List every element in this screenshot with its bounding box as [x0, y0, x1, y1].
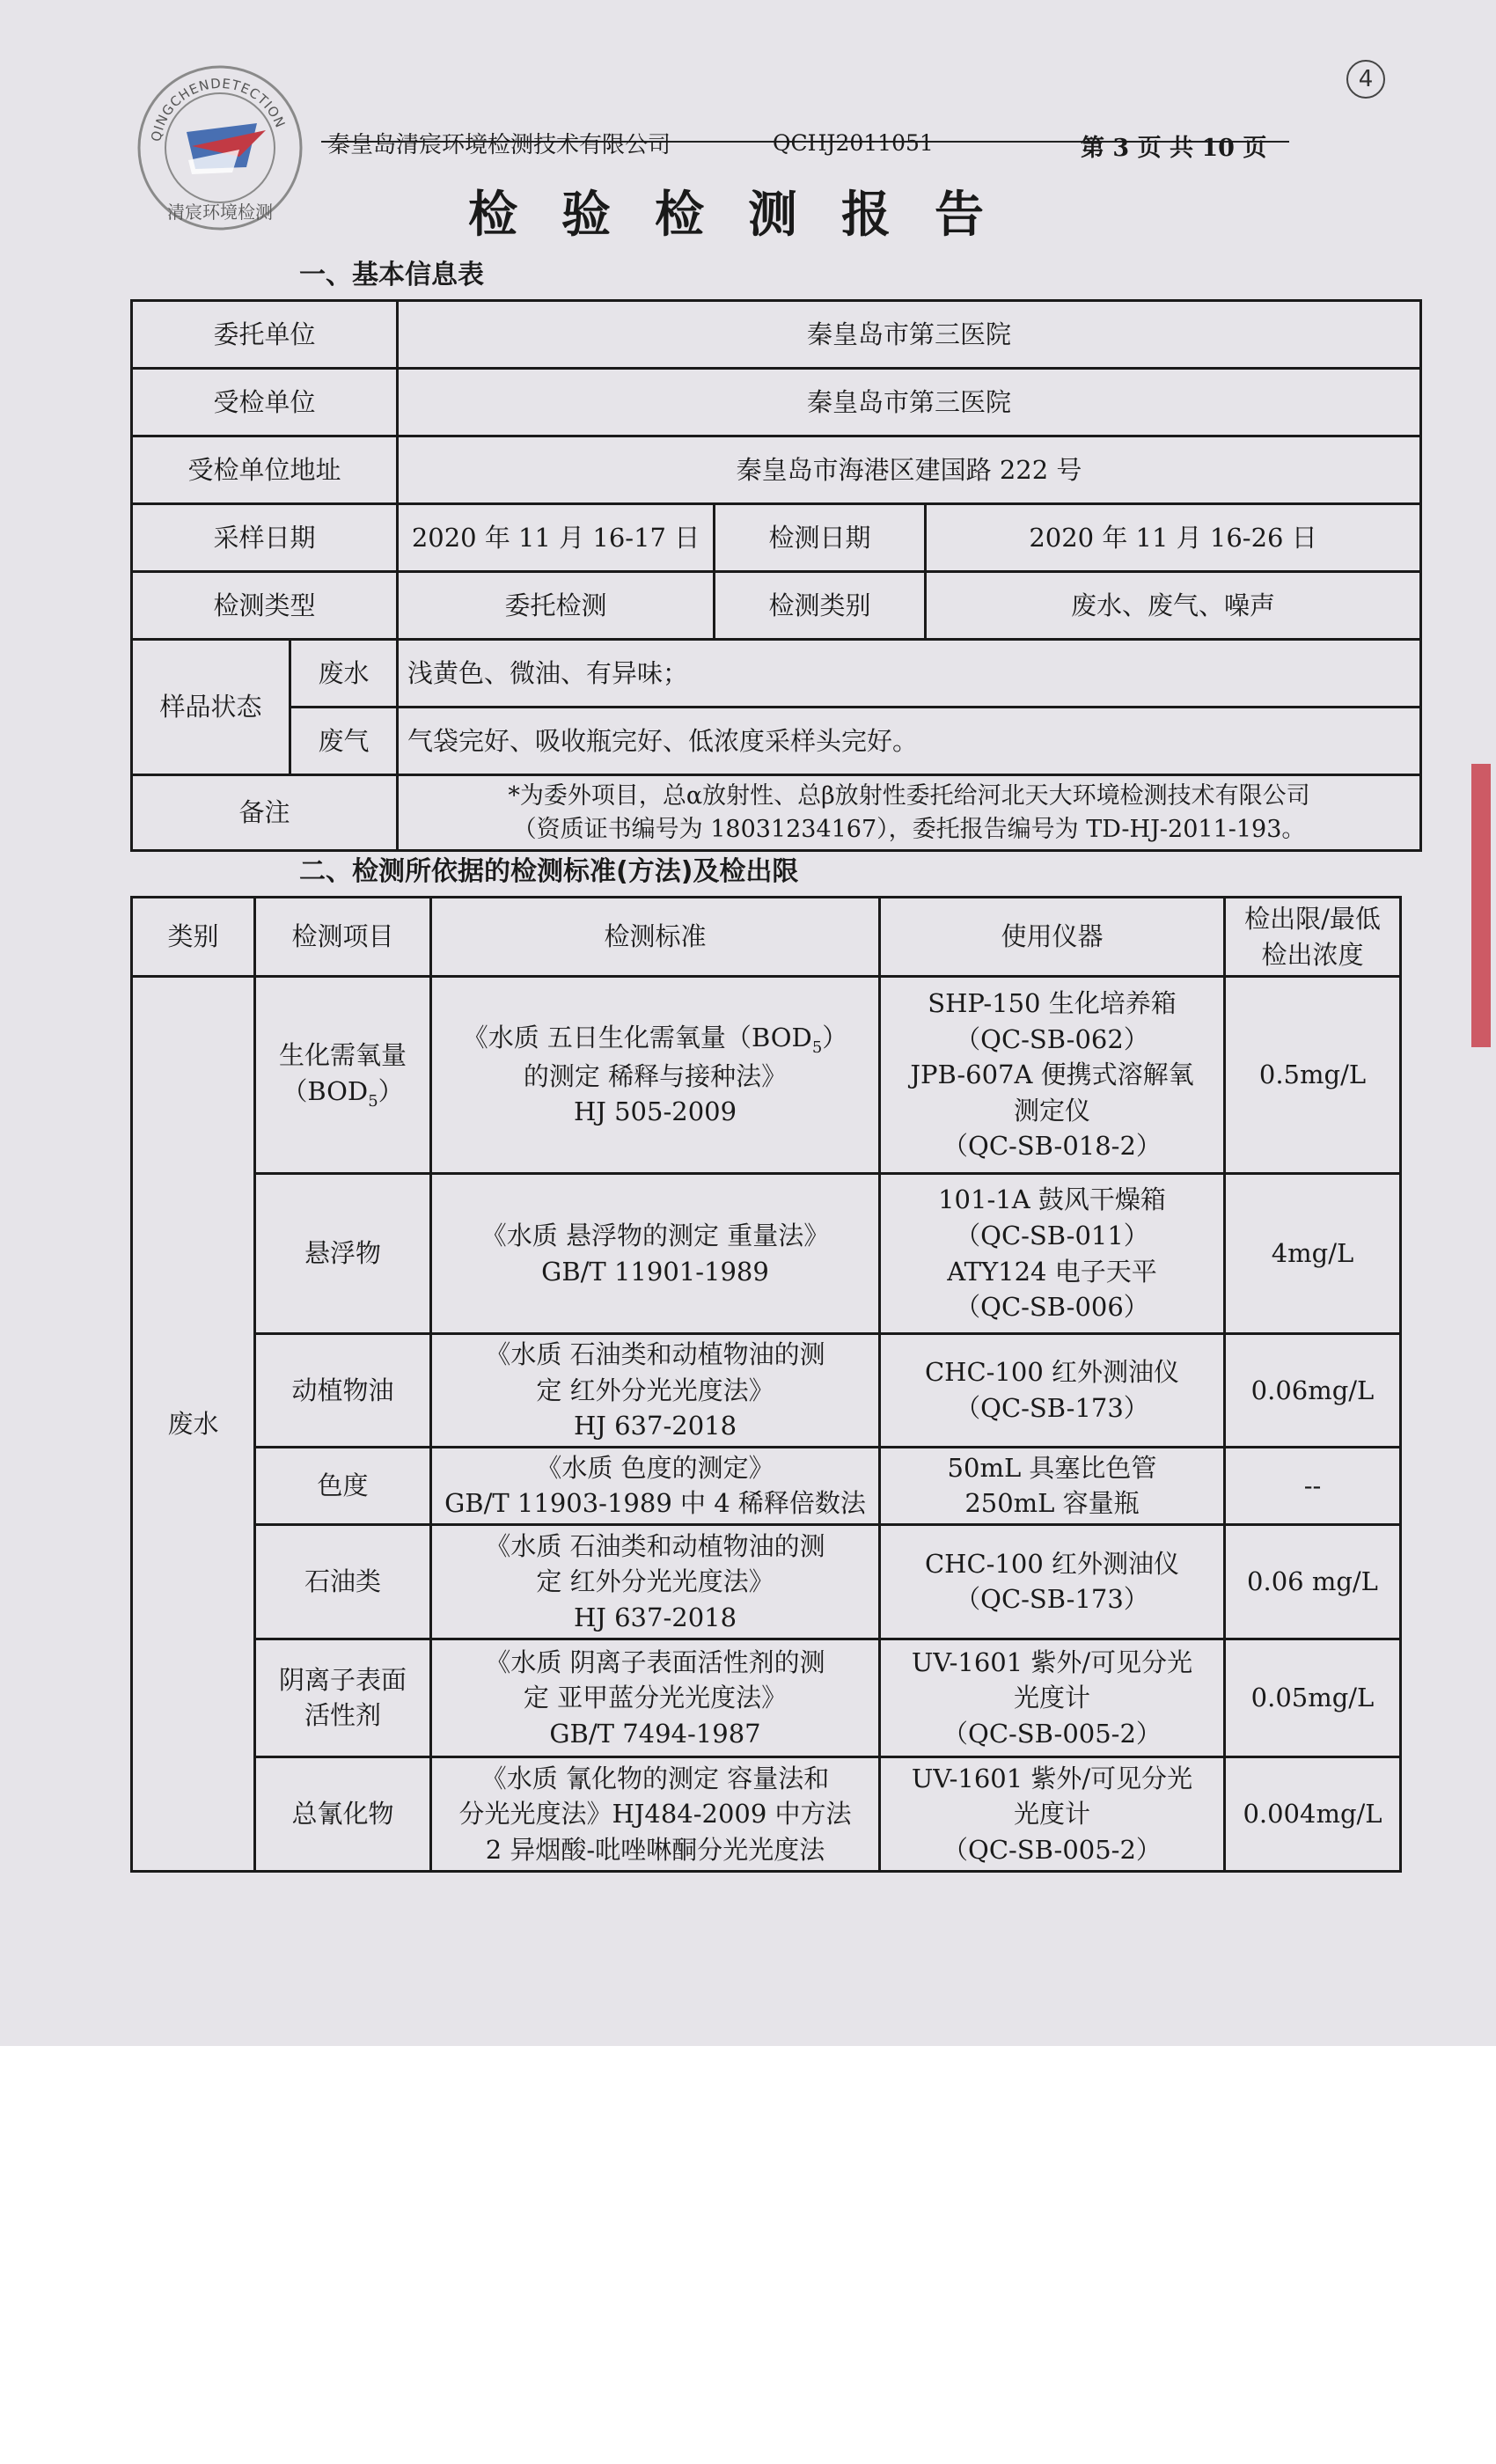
test-category-value: 废水、废气、噪声 — [926, 572, 1421, 640]
standard-line: HJ 505-2009 — [573, 1096, 737, 1127]
table-row — [132, 436, 1421, 504]
remarks-line: （资质证书编号为 18031234167），委托报告编号为 TD-HJ-2011-193。 — [512, 815, 1306, 843]
test-category-label: 检测类别 — [715, 572, 926, 640]
remarks-value — [398, 775, 1421, 851]
table-row — [132, 369, 1421, 436]
item-subscript: 5 — [368, 1091, 378, 1111]
standard-line: HJ 637-2018 — [573, 1602, 737, 1632]
report-code: QCHJ2011051 — [773, 130, 934, 156]
wastegas-state: 气袋完好、吸收瓶完好、低浓度采样头完好。 — [398, 708, 1421, 775]
instrument-line: JPB-607A 便携式溶解氧 — [910, 1060, 1194, 1090]
col-limit — [1225, 898, 1401, 977]
standard-line: 《水质 阴离子表面活性剂的测 — [485, 1646, 825, 1677]
col-category: 类别 — [132, 898, 255, 977]
handwritten-page-mark: 4 — [1346, 60, 1385, 99]
table-row — [132, 640, 1421, 708]
svg-text:清宸环境检测: 清宸环境检测 — [167, 202, 273, 223]
edge-seal-stamp — [1471, 764, 1491, 1047]
table-row — [132, 775, 1421, 851]
test-date-value: 2020 年 11 月 16-26 日 — [926, 504, 1421, 572]
standard-text: 《水质 五日生化需氧量（BOD — [462, 1022, 812, 1052]
standard-line: 《水质 石油类和动植物油的测 — [485, 1339, 825, 1369]
item-cell: 石油类 — [255, 1524, 431, 1639]
item-line — [260, 1074, 426, 1112]
category-cell: 废水 — [132, 977, 255, 1872]
item-cell: 动植物油 — [255, 1334, 431, 1448]
standard-line: 《水质 氰化物的测定 容量法和 — [480, 1763, 830, 1793]
standard-line: 《水质 色度的测定》 — [536, 1452, 774, 1483]
instrument-line: 光度计 — [1013, 1799, 1090, 1830]
instrument-line: 101-1A 鼓风干燥箱 — [938, 1184, 1166, 1215]
table-row — [132, 1447, 1401, 1524]
limit-cell: 0.06mg/L — [1225, 1334, 1401, 1448]
standard-line: GB/T 11903-1989 中 4 稀释倍数法 — [444, 1488, 866, 1519]
item-cell — [255, 1639, 431, 1756]
sample-state-label: 样品状态 — [132, 640, 290, 775]
instrument-line: （QC-SB-006） — [955, 1292, 1149, 1323]
report-title: 检验检测报告 — [468, 186, 1028, 244]
standard-cell — [431, 977, 880, 1174]
test-type-label: 检测类型 — [132, 572, 398, 640]
instrument-cell — [880, 1334, 1225, 1448]
instrument-cell — [880, 1639, 1225, 1756]
instrument-cell — [880, 1447, 1225, 1524]
wastegas-label: 废气 — [290, 708, 398, 775]
remarks-label: 备注 — [132, 775, 398, 851]
limit-cell: 0.5mg/L — [1225, 977, 1401, 1174]
instrument-cell — [880, 1524, 1225, 1639]
instrument-line: 光度计 — [1013, 1683, 1090, 1713]
sampling-date-label: 采样日期 — [132, 504, 398, 572]
col-instrument: 使用仪器 — [880, 898, 1225, 977]
instrument-line: （QC-SB-018-2） — [942, 1131, 1162, 1162]
item-text: ） — [378, 1075, 404, 1106]
client-label: 委托单位 — [132, 301, 398, 369]
standard-subscript: 5 — [811, 1038, 823, 1057]
standard-line — [436, 1020, 875, 1059]
instrument-cell — [880, 1174, 1225, 1334]
table-row — [132, 572, 1421, 640]
company-name: 秦皇岛清宸环境检测技术有限公司 — [327, 132, 671, 158]
standard-line: 《水质 石油类和动植物油的测 — [485, 1530, 825, 1561]
standard-line: GB/T 11901-1989 — [541, 1256, 769, 1287]
instrument-line: 测定仪 — [1013, 1095, 1090, 1126]
item-line: 阴离子表面 — [278, 1664, 407, 1695]
standards-table — [130, 896, 1402, 1873]
test-type-value: 委托检测 — [398, 572, 715, 640]
standard-line: 的测定 稀释与接种法》 — [523, 1060, 788, 1091]
standard-line: GB/T 7494-1987 — [549, 1718, 761, 1749]
test-date-label: 检测日期 — [715, 504, 926, 572]
standard-cell — [431, 1524, 880, 1639]
standard-cell — [431, 1639, 880, 1756]
table-row — [132, 1524, 1401, 1639]
col-standard: 检测标准 — [431, 898, 880, 977]
instrument-line: （QC-SB-173） — [955, 1584, 1149, 1615]
item-cell — [255, 977, 431, 1174]
standard-text: ） — [822, 1022, 848, 1052]
instrument-line: UV-1601 紫外/可见分光 — [911, 1763, 1193, 1793]
instrument-cell — [880, 977, 1225, 1174]
standard-cell — [431, 1756, 880, 1871]
col-item: 检测项目 — [255, 898, 431, 977]
instrument-line: UV-1601 紫外/可见分光 — [911, 1646, 1193, 1677]
address-label: 受检单位地址 — [132, 436, 398, 504]
instrument-line: CHC-100 红外测油仪 — [924, 1357, 1180, 1388]
wastewater-state: 浅黄色、微油、有异味； — [398, 640, 1421, 708]
instrument-line: 250mL 容量瓶 — [964, 1488, 1140, 1519]
standard-cell — [431, 1334, 880, 1448]
wastewater-label: 废水 — [290, 640, 398, 708]
instrument-line: 50mL 具塞比色管 — [947, 1452, 1157, 1483]
limit-cell: 0.05mg/L — [1225, 1639, 1401, 1756]
client-value: 秦皇岛市第三医院 — [398, 301, 1421, 369]
table-row — [132, 1639, 1401, 1756]
inspected-value: 秦皇岛市第三医院 — [398, 369, 1421, 436]
section2-heading: 二、检测所依据的检测标准(方法)及检出限 — [299, 856, 799, 887]
item-line: 活性剂 — [304, 1700, 381, 1731]
table-row — [132, 504, 1421, 572]
page-indicator: 第 3 页 共 10 页 — [1081, 135, 1267, 162]
table-row — [132, 708, 1421, 775]
limit-cell: 4mg/L — [1225, 1174, 1401, 1334]
table-row — [132, 1756, 1401, 1871]
table-row — [132, 977, 1401, 1174]
col-limit-line: 检出浓度 — [1261, 939, 1364, 970]
section1-heading: 一、基本信息表 — [299, 260, 484, 290]
instrument-line: （QC-SB-005-2） — [942, 1718, 1162, 1749]
standard-line: HJ 637-2018 — [573, 1411, 737, 1441]
instrument-line: SHP-150 生化培养箱 — [928, 988, 1177, 1019]
instrument-line: （QC-SB-062） — [955, 1023, 1149, 1054]
table-row — [132, 1334, 1401, 1448]
standard-line: 定 红外分光光度法》 — [536, 1375, 774, 1405]
col-limit-line: 检出限/最低 — [1244, 903, 1381, 934]
standard-cell — [431, 1174, 880, 1334]
inspected-label: 受检单位 — [132, 369, 398, 436]
limit-cell: 0.06 mg/L — [1225, 1524, 1401, 1639]
standard-line: 《水质 悬浮物的测定 重量法》 — [480, 1220, 830, 1250]
item-text: （BOD — [282, 1075, 369, 1106]
basic-info-table — [130, 299, 1422, 852]
item-line: 生化需氧量 — [278, 1040, 407, 1071]
item-cell: 总氰化物 — [255, 1756, 431, 1871]
instrument-line: CHC-100 红外测油仪 — [924, 1548, 1180, 1579]
standard-line: 分光光度法》HJ484-2009 中方法 — [458, 1799, 852, 1830]
instrument-cell — [880, 1756, 1225, 1871]
remarks-line: *为委外项目，总α放射性、总β放射性委托给河北天大环境检测技术有限公司 — [508, 781, 1310, 810]
standard-line: 2 异烟酸-吡唑啉酮分光光度法 — [485, 1834, 825, 1865]
table-row — [132, 301, 1421, 369]
instrument-line: （QC-SB-011） — [955, 1220, 1149, 1250]
table-row — [132, 1174, 1401, 1334]
instrument-line: （QC-SB-005-2） — [942, 1834, 1162, 1865]
item-cell: 色度 — [255, 1447, 431, 1524]
sampling-date-value: 2020 年 11 月 16-17 日 — [398, 504, 715, 572]
standard-line: 定 红外分光光度法》 — [536, 1566, 774, 1597]
standard-cell — [431, 1447, 880, 1524]
instrument-line: ATY124 电子天平 — [947, 1256, 1157, 1287]
item-cell: 悬浮物 — [255, 1174, 431, 1334]
limit-cell: 0.004mg/L — [1225, 1756, 1401, 1871]
table-header-row — [132, 898, 1401, 977]
svg-text:QINGCHENDETECTION: QINGCHENDETECTION — [148, 75, 289, 143]
address-value: 秦皇岛市海港区建国路 222 号 — [398, 436, 1421, 504]
limit-cell: -- — [1225, 1447, 1401, 1524]
standard-line: 定 亚甲蓝分光光度法》 — [523, 1683, 788, 1713]
instrument-line: （QC-SB-173） — [955, 1392, 1149, 1423]
